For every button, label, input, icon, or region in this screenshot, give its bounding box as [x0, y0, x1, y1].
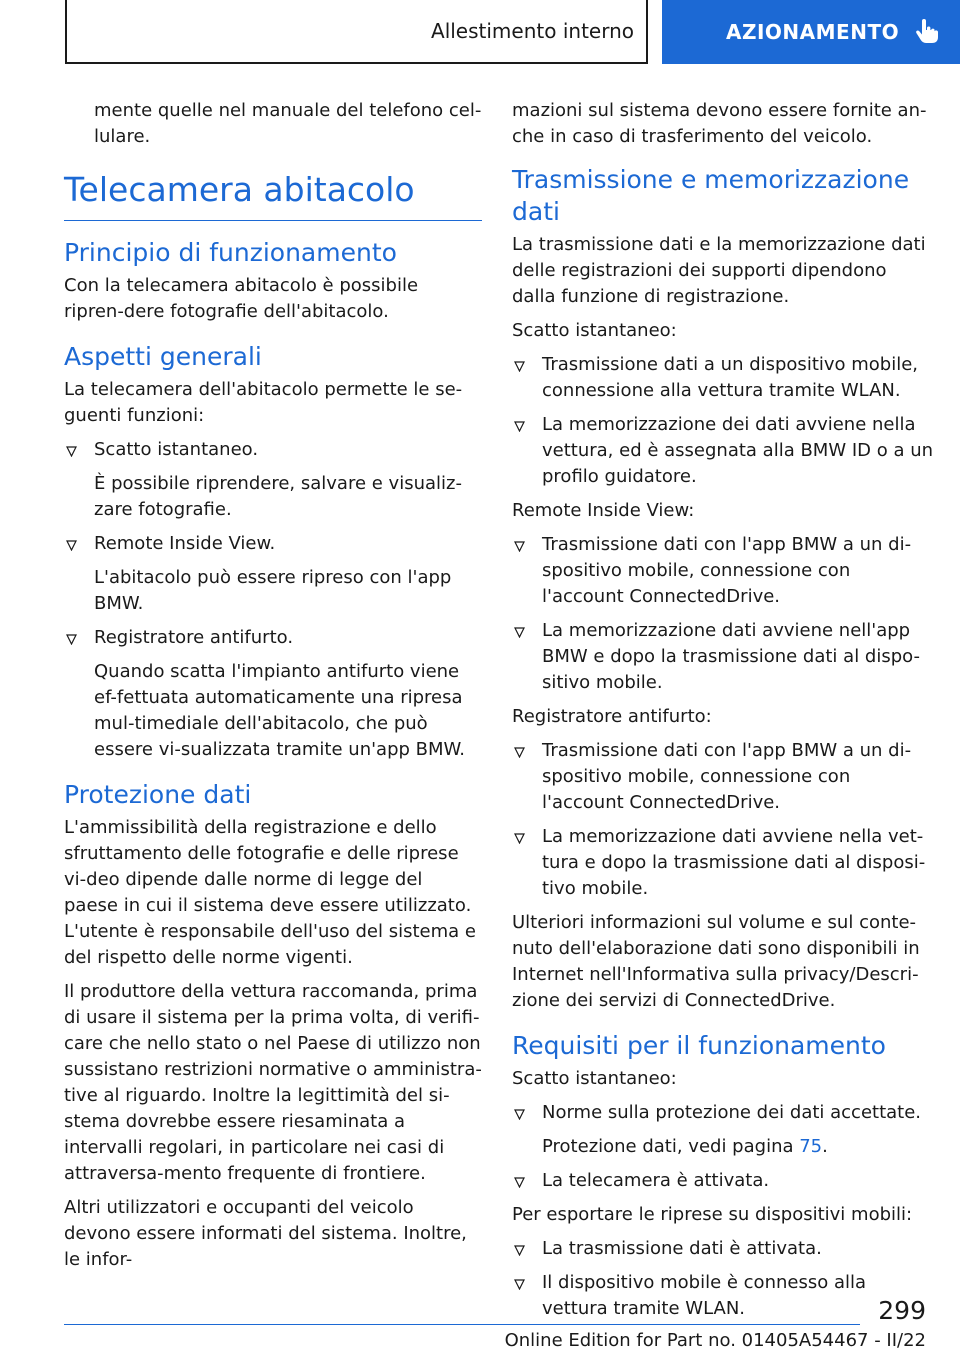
list-item-text: Trasmissione dati con l'app BMW a un di-spositivo mobile, connessione con l'account ConnectedDrive. — [542, 534, 912, 607]
list-item — [512, 1100, 934, 1160]
section-title: Allestimento interno — [431, 19, 634, 43]
page-heading: Telecamera abitacolo — [64, 170, 482, 221]
footer-divider — [64, 1324, 860, 1325]
triangle-bullet-icon — [514, 1177, 525, 1188]
triangle-bullet-icon — [514, 833, 525, 844]
list-item-text: Norme sulla protezione dei dati accettate. — [542, 1102, 922, 1123]
list-item — [64, 437, 482, 523]
edition-info: Online Edition for Part no. 01405A54467 - II/22 — [504, 1330, 926, 1351]
heading-protezione-dati: Protezione dati — [64, 780, 252, 809]
list-item-label: Scatto istantaneo. — [94, 439, 259, 460]
continued-text: mazioni sul sistema devono essere fornite an-che in caso di trasferimento del veicolo. — [512, 100, 927, 147]
cross-reference — [542, 1134, 934, 1160]
section-tab — [65, 0, 648, 64]
bullet-list — [512, 738, 934, 902]
paragraph: Altri utilizzatori e occupanti del veicolo devono essere informati del sistema. Inoltre, le infor- — [64, 1197, 467, 1270]
cross-reference-text: Protezione dati, vedi pagina — [542, 1136, 800, 1157]
pointing-hand-icon — [915, 19, 939, 45]
bullet-list — [512, 352, 934, 490]
group-label: Scatto istantaneo: — [512, 1068, 677, 1089]
list-item — [512, 618, 934, 696]
list-item — [512, 824, 934, 902]
triangle-bullet-icon — [514, 1245, 525, 1256]
list-item — [512, 1270, 934, 1322]
paragraph: Con la telecamera abitacolo è possibile ripren-dere fotografie dell'abitacolo. — [64, 275, 419, 322]
feature-list — [64, 437, 482, 763]
list-item — [512, 1168, 934, 1194]
group-label: Per esportare le riprese su dispositivi mobili: — [512, 1204, 913, 1225]
paragraph: La telecamera dell'abitacolo permette le se-guenti funzioni: — [64, 379, 463, 426]
heading-principio: Principio di funzionamento — [64, 238, 397, 267]
list-item-label: Registratore antifurto. — [94, 627, 294, 648]
list-item-detail: Quando scatta l'impianto antifurto viene ef-fettuata automaticamente una ripresa mul-timediale dell'abitacolo, che può essere vi-sualizzata tramite un'app BMW. — [94, 661, 465, 760]
list-item-detail: L'abitacolo può essere ripreso con l'app BMW. — [94, 567, 452, 614]
triangle-bullet-icon — [514, 421, 525, 432]
paragraph: La trasmissione dati e la memorizzazione dati delle registrazioni dei supporti dipendono dalla funzione di registrazione. — [512, 234, 926, 307]
left-column — [64, 98, 482, 1281]
list-item-detail: È possibile riprendere, salvare e visualiz-zare fotografie. — [94, 473, 462, 520]
page-number: 299 — [878, 1296, 926, 1325]
paragraph: Il produttore della vettura raccomanda, prima di usare il sistema per la prima volta, di verifi-care che nello stato o nel Paese di utilizzo non sussistano restrizioni normative o amministra-tive al riguardo. Inoltre la legittimità del si-stema dovrebbe essere riesaminata a intervalli regolari, in particolare nei casi di attraversa-mento frequente di frontiere. — [64, 981, 482, 1184]
list-item-text: La memorizzazione dei dati avviene nella vettura, ed è assegnata alla BMW ID o a un profilo guidatore. — [542, 414, 934, 487]
heading-aspetti-generali: Aspetti generali — [64, 342, 262, 371]
chapter-title: AZIONAMENTO — [726, 20, 900, 44]
list-item-text: La memorizzazione dati avviene nella vet-tura e dopo la trasmissione dati al disposi-tivo mobile. — [542, 826, 926, 899]
cross-reference-end: . — [822, 1136, 828, 1157]
bullet-list — [512, 1236, 934, 1322]
triangle-bullet-icon — [514, 1109, 525, 1120]
list-item — [512, 532, 934, 610]
heading-requisiti: Requisiti per il funzionamento — [512, 1031, 886, 1060]
paragraph: Ulteriori informazioni sul volume e sul conte-nuto dell'elaborazione dati sono disponibili in Internet nell'Informativa sulla privacy/Descri-zione dei servizi di ConnectedDrive. — [512, 912, 920, 1011]
list-item — [512, 412, 934, 490]
right-column — [512, 98, 934, 1330]
triangle-bullet-icon — [66, 446, 77, 457]
list-item-text: Trasmissione dati a un dispositivo mobile, connessione alla vettura tramite WLAN. — [542, 354, 919, 401]
list-item-text: La memorizzazione dati avviene nell'app BMW e dopo la trasmissione dati al dispo-sitivo mobile. — [542, 620, 920, 693]
list-item — [512, 1236, 934, 1262]
triangle-bullet-icon — [514, 627, 525, 638]
list-item — [64, 625, 482, 763]
list-item-text: Il dispositivo mobile è connesso alla vettura tramite WLAN. — [542, 1272, 867, 1319]
triangle-bullet-icon — [66, 634, 77, 645]
triangle-bullet-icon — [514, 747, 525, 758]
list-item — [512, 352, 934, 404]
triangle-bullet-icon — [514, 361, 525, 372]
group-label: Scatto istantaneo: — [512, 320, 677, 341]
list-item-text: La telecamera è attivata. — [542, 1170, 770, 1191]
group-label: Remote Inside View: — [512, 500, 695, 521]
list-item-text: La trasmissione dati è attivata. — [542, 1238, 822, 1259]
continued-text: mente quelle nel manuale del telefono cel-lulare. — [94, 100, 482, 147]
triangle-bullet-icon — [514, 1279, 525, 1290]
list-item-label: Remote Inside View. — [94, 533, 276, 554]
list-item — [512, 738, 934, 816]
list-item-text: Trasmissione dati con l'app BMW a un di-spositivo mobile, connessione con l'account ConnectedDrive. — [542, 740, 912, 813]
list-item — [64, 531, 482, 617]
page-link[interactable]: 75 — [799, 1136, 823, 1157]
heading-trasmissione: Trasmissione e memorizzazione dati — [512, 165, 910, 226]
group-label: Registratore antifurto: — [512, 706, 712, 727]
bullet-list — [512, 532, 934, 696]
bullet-list — [512, 1100, 934, 1194]
paragraph: L'ammissibilità della registrazione e dello sfruttamento delle fotografie e delle riprese vi-deo dipende dalle norme di legge del paese in cui il sistema deve essere utilizzato. L'utente è responsabile dell'uso del sistema e del rispetto delle norme vigenti. — [64, 817, 476, 968]
triangle-bullet-icon — [514, 541, 525, 552]
chapter-tab — [662, 0, 960, 64]
triangle-bullet-icon — [66, 540, 77, 551]
